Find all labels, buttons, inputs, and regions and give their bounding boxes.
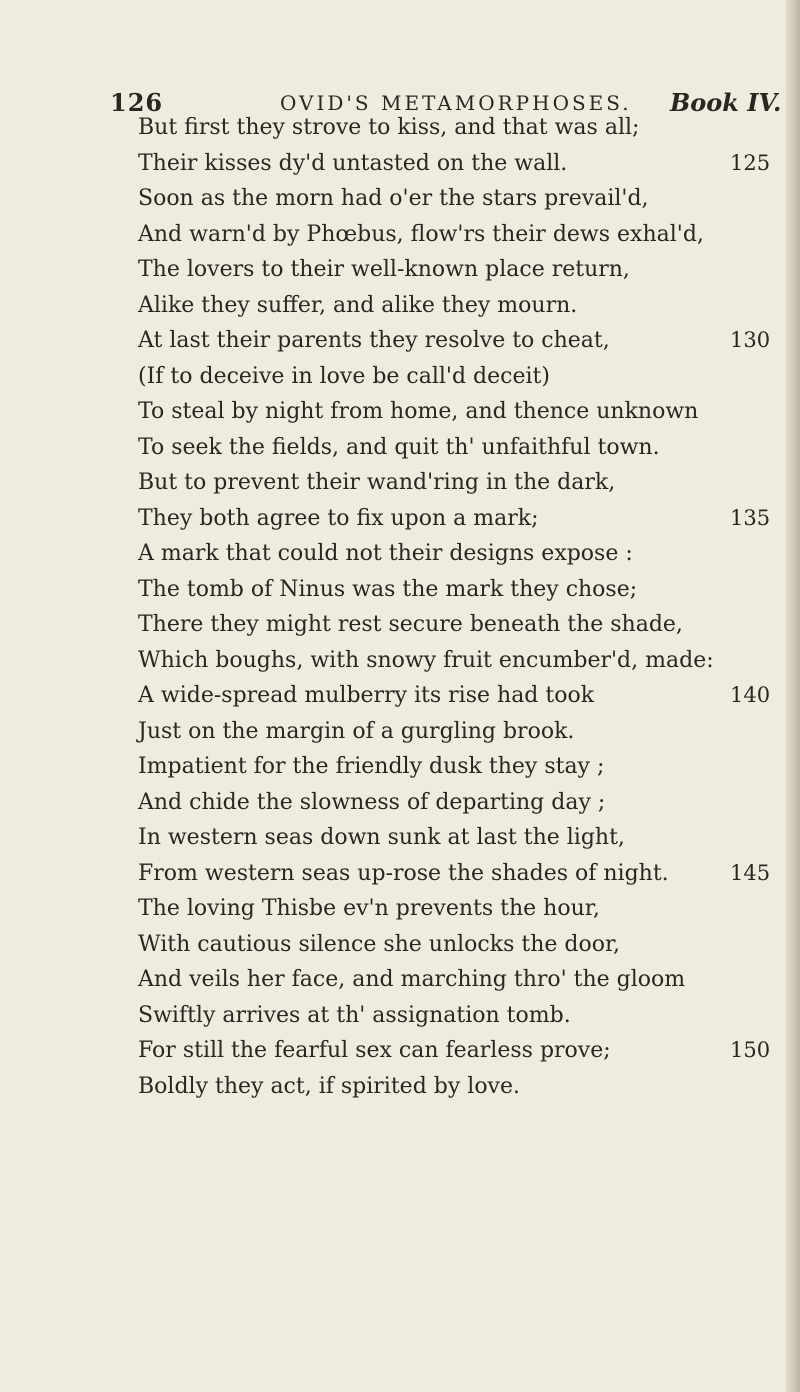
poem-line (138, 998, 778, 1034)
poem-line (138, 856, 778, 892)
line-text: The lovers to their well-known place return, (138, 257, 630, 282)
poem-line (138, 572, 778, 608)
line-text: To steal by night from home, and thence unknown (138, 399, 699, 424)
poem-line (138, 785, 778, 821)
poem-line (138, 181, 778, 217)
poem-line (138, 1033, 778, 1069)
poem-line (138, 501, 778, 537)
line-text: They both agree to fix upon a mark; (138, 505, 539, 531)
line-text: To seek the fields, and quit th' unfaithful town. (138, 434, 660, 460)
line-text: And veils her face, and marching thro' the gloom (138, 967, 686, 992)
poem-line (138, 110, 778, 146)
line-number: 130 (730, 328, 771, 352)
page-number: 126 (110, 88, 164, 117)
poem-line (138, 820, 778, 856)
poem-line (138, 643, 778, 679)
line-text: The tomb of Ninus was the mark they chose; (138, 576, 638, 602)
poem-line (138, 678, 778, 714)
line-number: 150 (730, 1038, 771, 1062)
line-text: And warn'd by Phœbus, flow'rs their dews exhal'd, (138, 221, 704, 247)
line-number: 125 (730, 150, 771, 175)
line-text: With cautious silence she unlocks the door, (138, 931, 621, 957)
line-text: Boldly they act, if spirited by love. (138, 1073, 521, 1099)
page-edge (786, 0, 800, 1392)
line-number: 145 (730, 860, 771, 885)
line-text: There they might rest secure beneath the shade, (138, 612, 683, 637)
line-text: Which boughs, with snowy fruit encumber'd, made: (138, 647, 714, 673)
line-text: And chide the slowness of departing day ; (138, 789, 606, 815)
line-text: Swiftly arrives at th' assignation tomb. (138, 1002, 571, 1028)
poem-line (138, 749, 778, 785)
line-text: In western seas down sunk at last the light, (138, 825, 625, 850)
line-number: 135 (730, 505, 771, 530)
poem-line (138, 146, 778, 182)
poem-line (138, 252, 778, 288)
book-label: Book IV. (670, 88, 782, 117)
line-text: Impatient for the friendly dusk they stay ; (138, 754, 605, 779)
poem-text (138, 110, 778, 1104)
line-text: Alike they suffer, and alike they mourn. (138, 292, 578, 318)
line-text: (If to deceive in love be call'd deceit) (138, 363, 550, 389)
poem-line (138, 1069, 778, 1105)
poem-line (138, 394, 778, 430)
line-text: A mark that could not their designs expose : (138, 541, 633, 566)
poem-line (138, 891, 778, 927)
poem-line (138, 465, 778, 501)
line-text: But first they strove to kiss, and that was all; (138, 115, 640, 140)
poem-line (138, 714, 778, 750)
poem-line (138, 288, 778, 324)
poem-line (138, 217, 778, 253)
line-text: But to prevent their wand'ring in the dark, (138, 470, 616, 495)
line-text: A wide-spread mulberry its rise had took (138, 683, 595, 708)
poem-line (138, 536, 778, 572)
running-title: OVID'S METAMORPHOSES. (280, 91, 632, 115)
line-text: Soon as the morn had o'er the stars prevail'd, (138, 186, 649, 211)
line-number: 140 (730, 683, 771, 707)
poem-line (138, 607, 778, 643)
poem-line (138, 430, 778, 466)
line-text: Their kisses dy'd untasted on the wall. (138, 150, 568, 176)
line-text: At last their parents they resolve to cheat, (138, 328, 610, 353)
poem-line (138, 323, 778, 359)
line-text: The loving Thisbe ev'n prevents the hour, (138, 896, 600, 921)
poem-line (138, 927, 778, 963)
line-text: From western seas up-rose the shades of night. (138, 860, 669, 886)
poem-line (138, 359, 778, 395)
poem-line (138, 962, 778, 998)
line-text: For still the fearful sex can fearless prove; (138, 1038, 611, 1063)
line-text: Just on the margin of a gurgling brook. (138, 718, 575, 744)
